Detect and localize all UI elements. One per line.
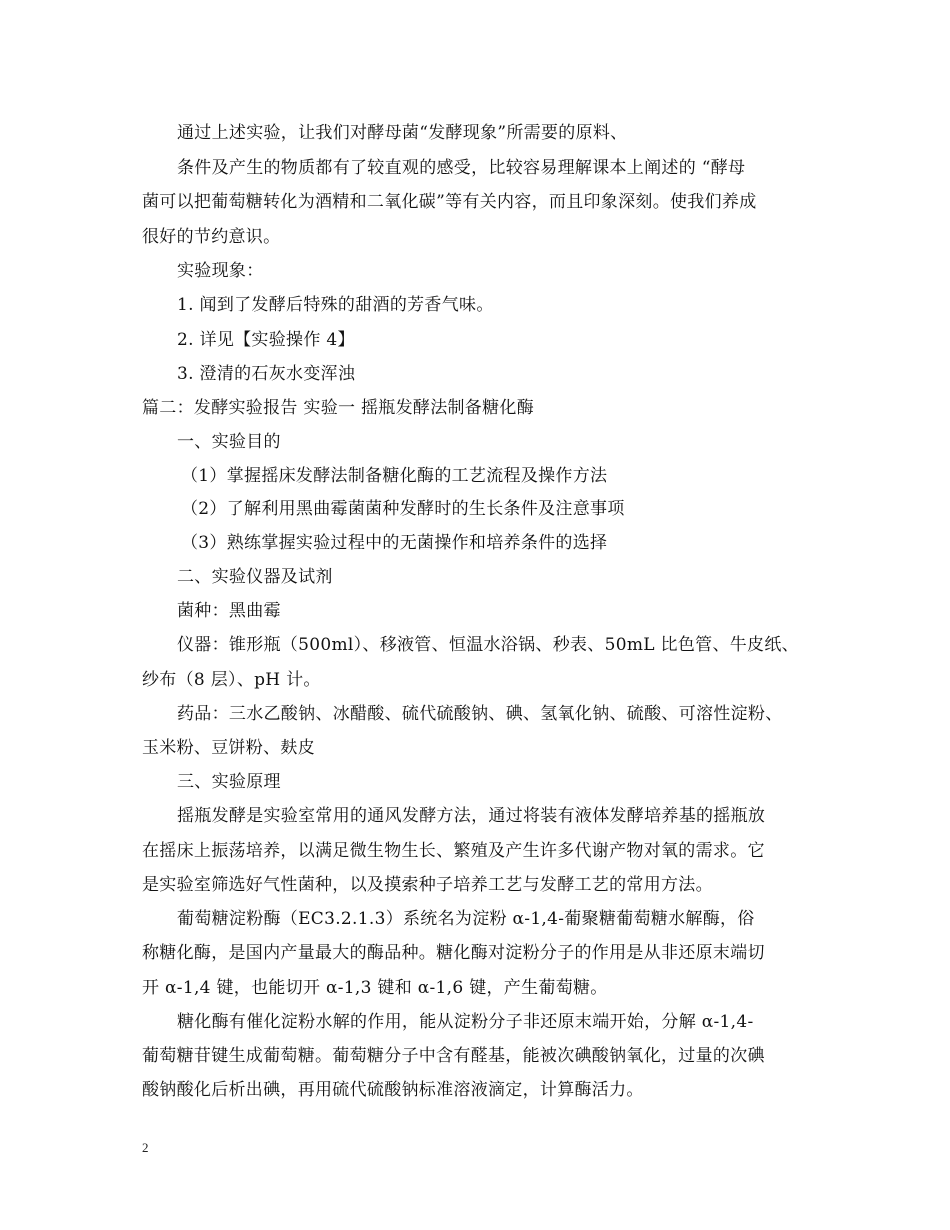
paragraph-line: 纱布（8 层）、pH 计。 xyxy=(142,670,321,690)
list-item: （3）熟练掌握实验过程中的无菌操作和培养条件的选择 xyxy=(181,533,608,553)
paragraph-line: 菌可以把葡萄糖转化为酒精和二氧化碳”等有关内容，而且印象深刻。使我们养成 xyxy=(142,192,757,212)
paragraph-line: 药品：三水乙酸钠、冰醋酸、硫代硫酸钠、碘、氢氧化钠、硫酸、可溶性淀粉、 xyxy=(177,704,783,724)
list-item: （2）了解利用黑曲霉菌菌种发酵时的生长条件及注意事项 xyxy=(181,499,625,519)
paragraph-line: 葡萄糖淀粉酶（EC3.2.1.3）系统名为淀粉 α-1,4-葡聚糖葡萄糖水解酶，俗 xyxy=(177,909,755,929)
paragraph-line: 葡萄糖苷键生成葡萄糖。葡萄糖分子中含有醛基，能被次碘酸钠氧化，过量的次碘 xyxy=(142,1046,765,1066)
paragraph-line: 条件及产生的物质都有了较直观的感受，比较容易理解课本上阐述的 “酵母 xyxy=(177,158,746,178)
section-heading: 三、实验原理 xyxy=(177,772,281,792)
chapter-heading: 篇二：发酵实验报告 实验一 摇瓶发酵法制备糖化酶 xyxy=(142,398,535,418)
list-item: 1. 闻到了发酵后特殊的甜酒的芳香气味。 xyxy=(177,295,494,315)
paragraph-line: 糖化酶有催化淀粉水解的作用，能从淀粉分子非还原末端开始，分解 α-1,4- xyxy=(177,1012,754,1032)
paragraph-line: 酸钠酸化后析出碘，再用硫代硫酸钠标准溶液滴定，计算酶活力。 xyxy=(142,1080,644,1100)
paragraph-line: 玉米粉、豆饼粉、麸皮 xyxy=(142,738,315,758)
paragraph-line: 菌种：黑曲霉 xyxy=(177,601,281,621)
page-number: 2 xyxy=(142,1140,149,1155)
section-heading: 一、实验目的 xyxy=(177,432,281,452)
list-item: 3. 澄清的石灰水变浑浊 xyxy=(177,364,356,384)
section-heading: 二、实验仪器及试剂 xyxy=(177,567,333,587)
paragraph-line: 是实验室筛选好气性菌种，以及摸索种子培养工艺与发酵工艺的常用方法。 xyxy=(142,875,713,895)
list-item: （1）掌握摇床发酵法制备糖化酶的工艺流程及操作方法 xyxy=(181,466,608,486)
paragraph-line: 开 α-1,4 键，也能切开 α-1,3 键和 α-1,6 键，产生葡萄糖。 xyxy=(142,978,608,998)
section-label: 实验现象： xyxy=(177,261,264,281)
paragraph-line: 称糖化酶，是国内产量最大的酶品种。糖化酶对淀粉分子的作用是从非还原末端切 xyxy=(142,943,765,963)
paragraph-line: 仪器：锥形瓶（500ml）、移液管、恒温水浴锅、秒表、50mL 比色管、牛皮纸、 xyxy=(177,635,799,655)
paragraph-line: 在摇床上振荡培养，以满足微生物生长、繁殖及产生许多代谢产物对氧的需求。它 xyxy=(142,841,765,861)
paragraph-line: 摇瓶发酵是实验室常用的通风发酵方法，通过将装有液体发酵培养基的摇瓶放 xyxy=(177,806,766,826)
paragraph-line: 很好的节约意识。 xyxy=(142,227,281,247)
list-item: 2. 详见【实验操作 4】 xyxy=(177,330,355,350)
paragraph-line: 通过上述实验，让我们对酵母菌“发酵现象”所需要的原料、 xyxy=(177,123,628,143)
